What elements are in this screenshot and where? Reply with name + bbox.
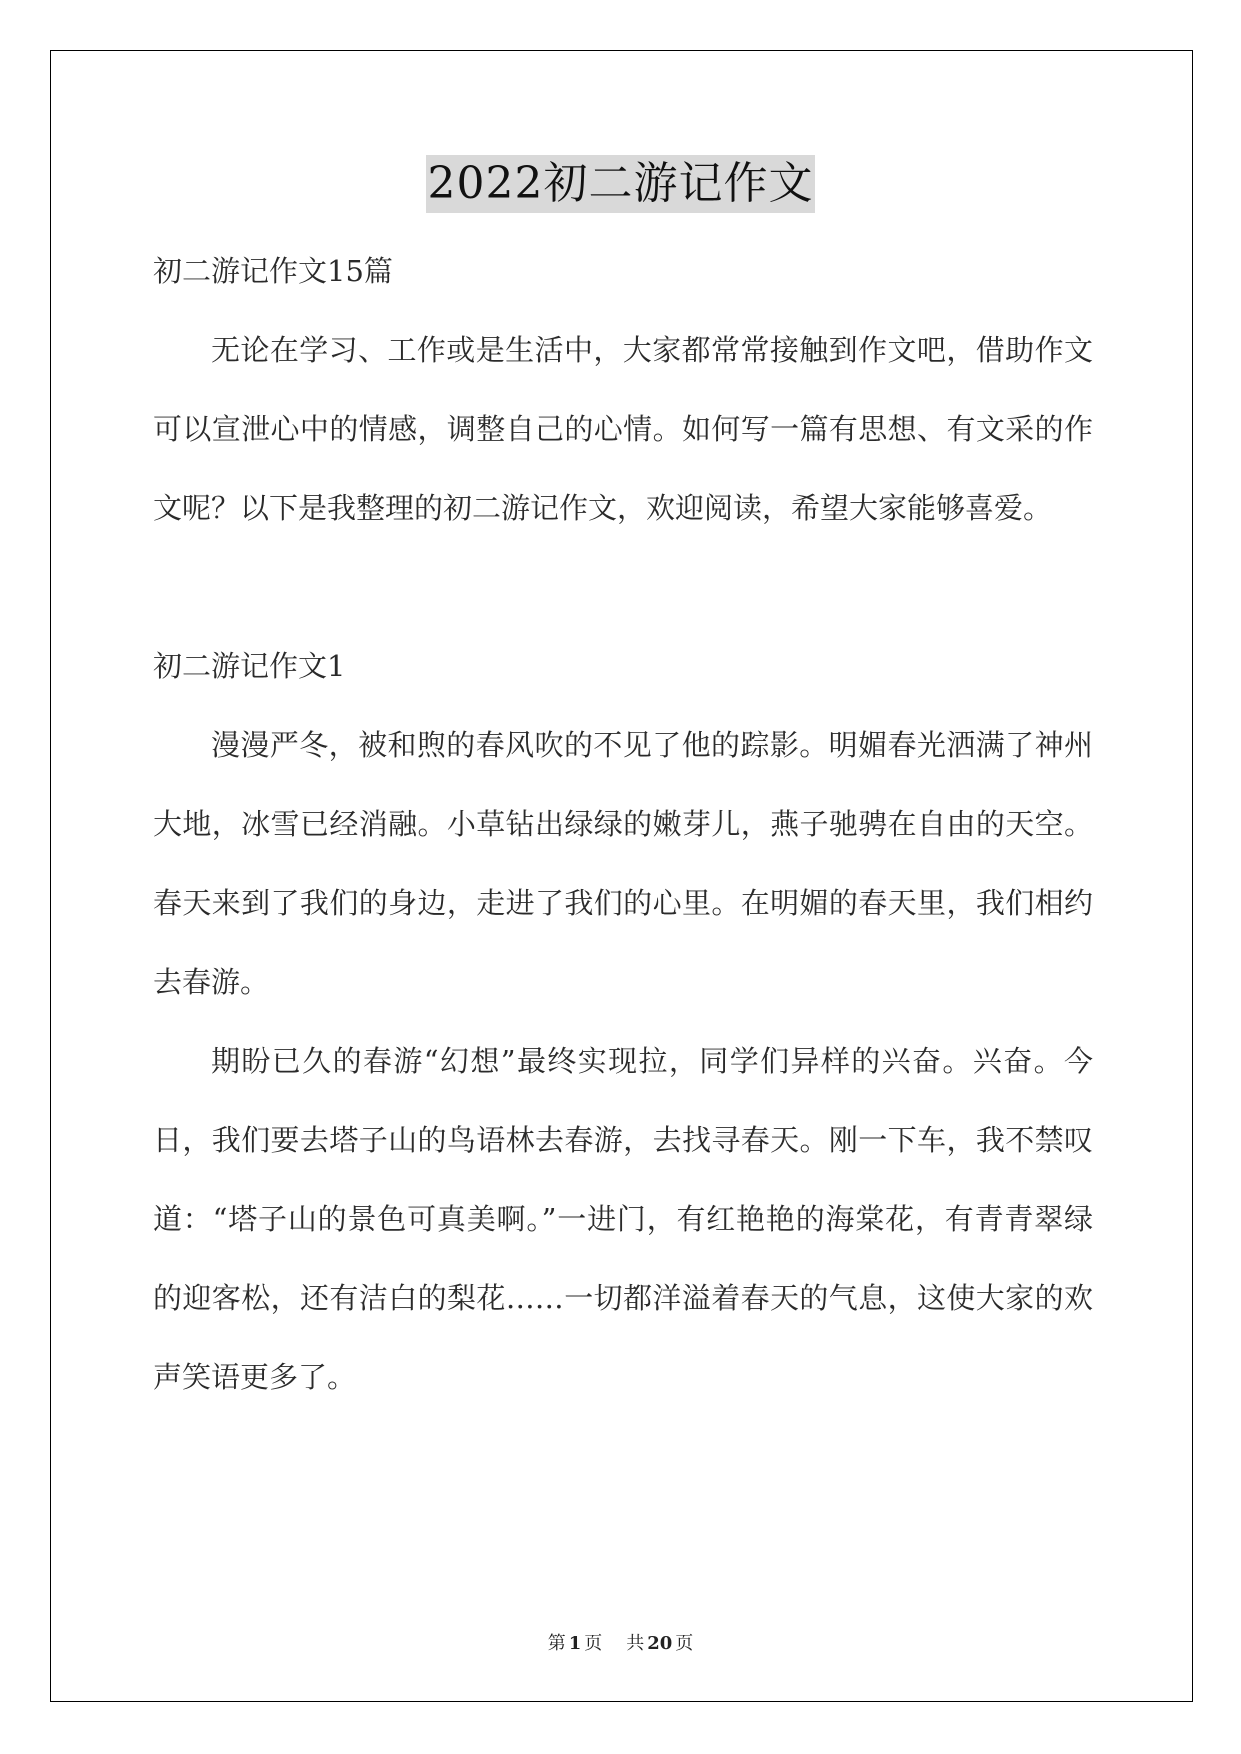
body-paragraph-2: 期盼已久的春游“幻想”最终实现拉，同学们异样的兴奋。兴奋。今日，我们要去塔子山的鸟语林去春游，去找寻春天。刚一下车，我不禁叹道：“塔子山的景色可真美啊。”一进门，有红艳艳的海棠花，有青青翠绿的迎客松，还有洁白的梨花……一切都洋溢着春天的气息，这使大家的欢声笑语更多了。	[153, 1044, 1093, 1394]
page-current: 1	[568, 1633, 582, 1654]
document-title: 2022初二游记作文	[426, 155, 816, 213]
page-prefix: 第	[547, 1633, 566, 1654]
document-body	[153, 232, 1093, 1417]
body-paragraph-1: 漫漫严冬，被和煦的春风吹的不见了他的踪影。明媚春光洒满了神州大地，冰雪已经消融。小草钻出绿绿的嫩芽儿，燕子驰骋在自由的天空。春天来到了我们的身边，走进了我们的心里。在明媚的春天里，我们相约去春游。	[153, 728, 1093, 999]
page-suffix: 页	[584, 1633, 603, 1654]
total-prefix: 共	[626, 1633, 645, 1654]
total-suffix: 页	[675, 1633, 694, 1654]
page-footer	[0, 1632, 1241, 1656]
section-heading: 初二游记作文1	[153, 649, 346, 683]
intro-paragraph: 无论在学习、工作或是生活中，大家都常常接触到作文吧，借助作文可以宣泄心中的情感，调整自己的心情。如何写一篇有思想、有文采的作文呢？以下是我整理的初二游记作文，欢迎阅读，希望大家能够喜爱。	[153, 333, 1093, 525]
document-subtitle: 初二游记作文15篇	[153, 254, 393, 288]
title-container	[0, 155, 1241, 213]
page-total: 20	[647, 1633, 673, 1654]
spacer	[153, 548, 1093, 627]
